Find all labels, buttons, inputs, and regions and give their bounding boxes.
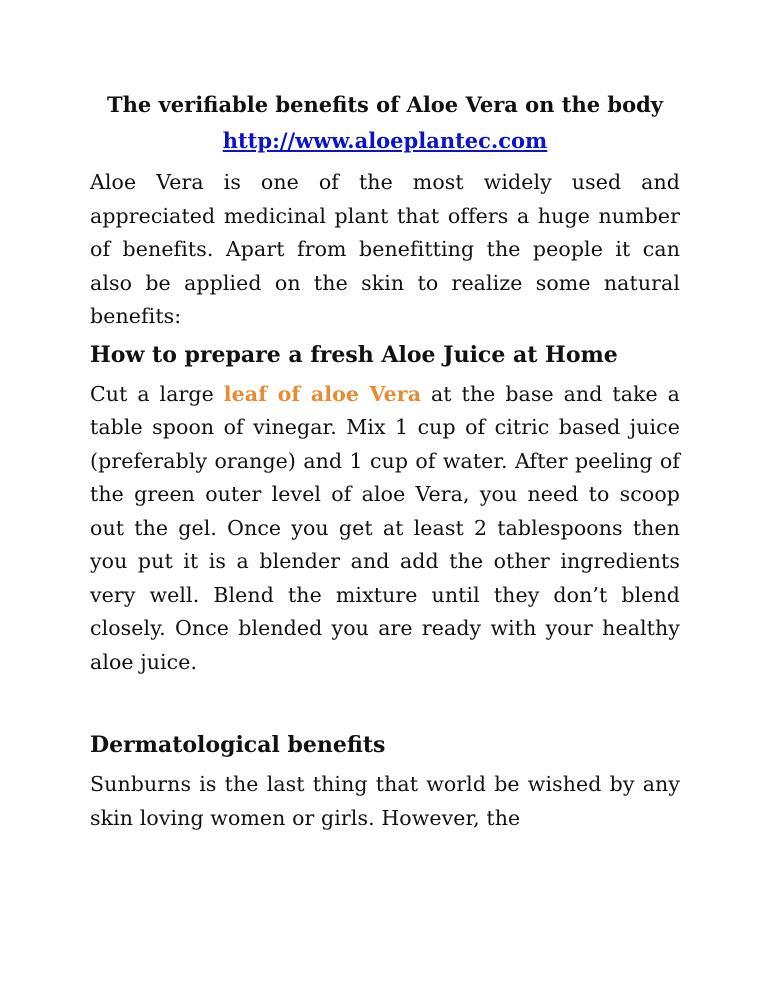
website-link[interactable]: http://www.aloeplantec.com	[222, 128, 548, 153]
intro-paragraph: Aloe Vera is one of the most widely used and appreciated medicinal plant that offers a huge number of benefits. Apart from benefitting the people it can also be applied on the skin to realize some natural benefits:	[90, 170, 680, 328]
section-heading-juice: How to prepare a fresh Aloe Juice at Home	[90, 341, 618, 368]
document-title: The verifiable benefits of Aloe Vera on the body	[107, 92, 663, 117]
juice-text-suffix: at the base and take a table spoon of vinegar. Mix 1 cup of citric based juice (preferably orange) and 1 cup of water. After peeling of the green outer level of aloe Vera, you need to scoop out the gel. Once you get at least 2 tablespoons then you put it is a blender and add the other ingredients very well. Blend the mixture until they don’t blend closely. Once blended you are ready with your healthy aloe juice.	[90, 381, 680, 674]
dermatological-paragraph: Sunburns is the last thing that world be wished by any skin loving women or girls. However, the	[90, 772, 680, 830]
aloe-leaf-link[interactable]: leaf of aloe Vera	[223, 381, 422, 406]
juice-text-prefix: Cut a large	[90, 381, 224, 406]
section-heading-dermatological: Dermatological benefits	[90, 732, 386, 758]
juice-paragraph	[90, 378, 680, 680]
document-body	[90, 88, 680, 835]
